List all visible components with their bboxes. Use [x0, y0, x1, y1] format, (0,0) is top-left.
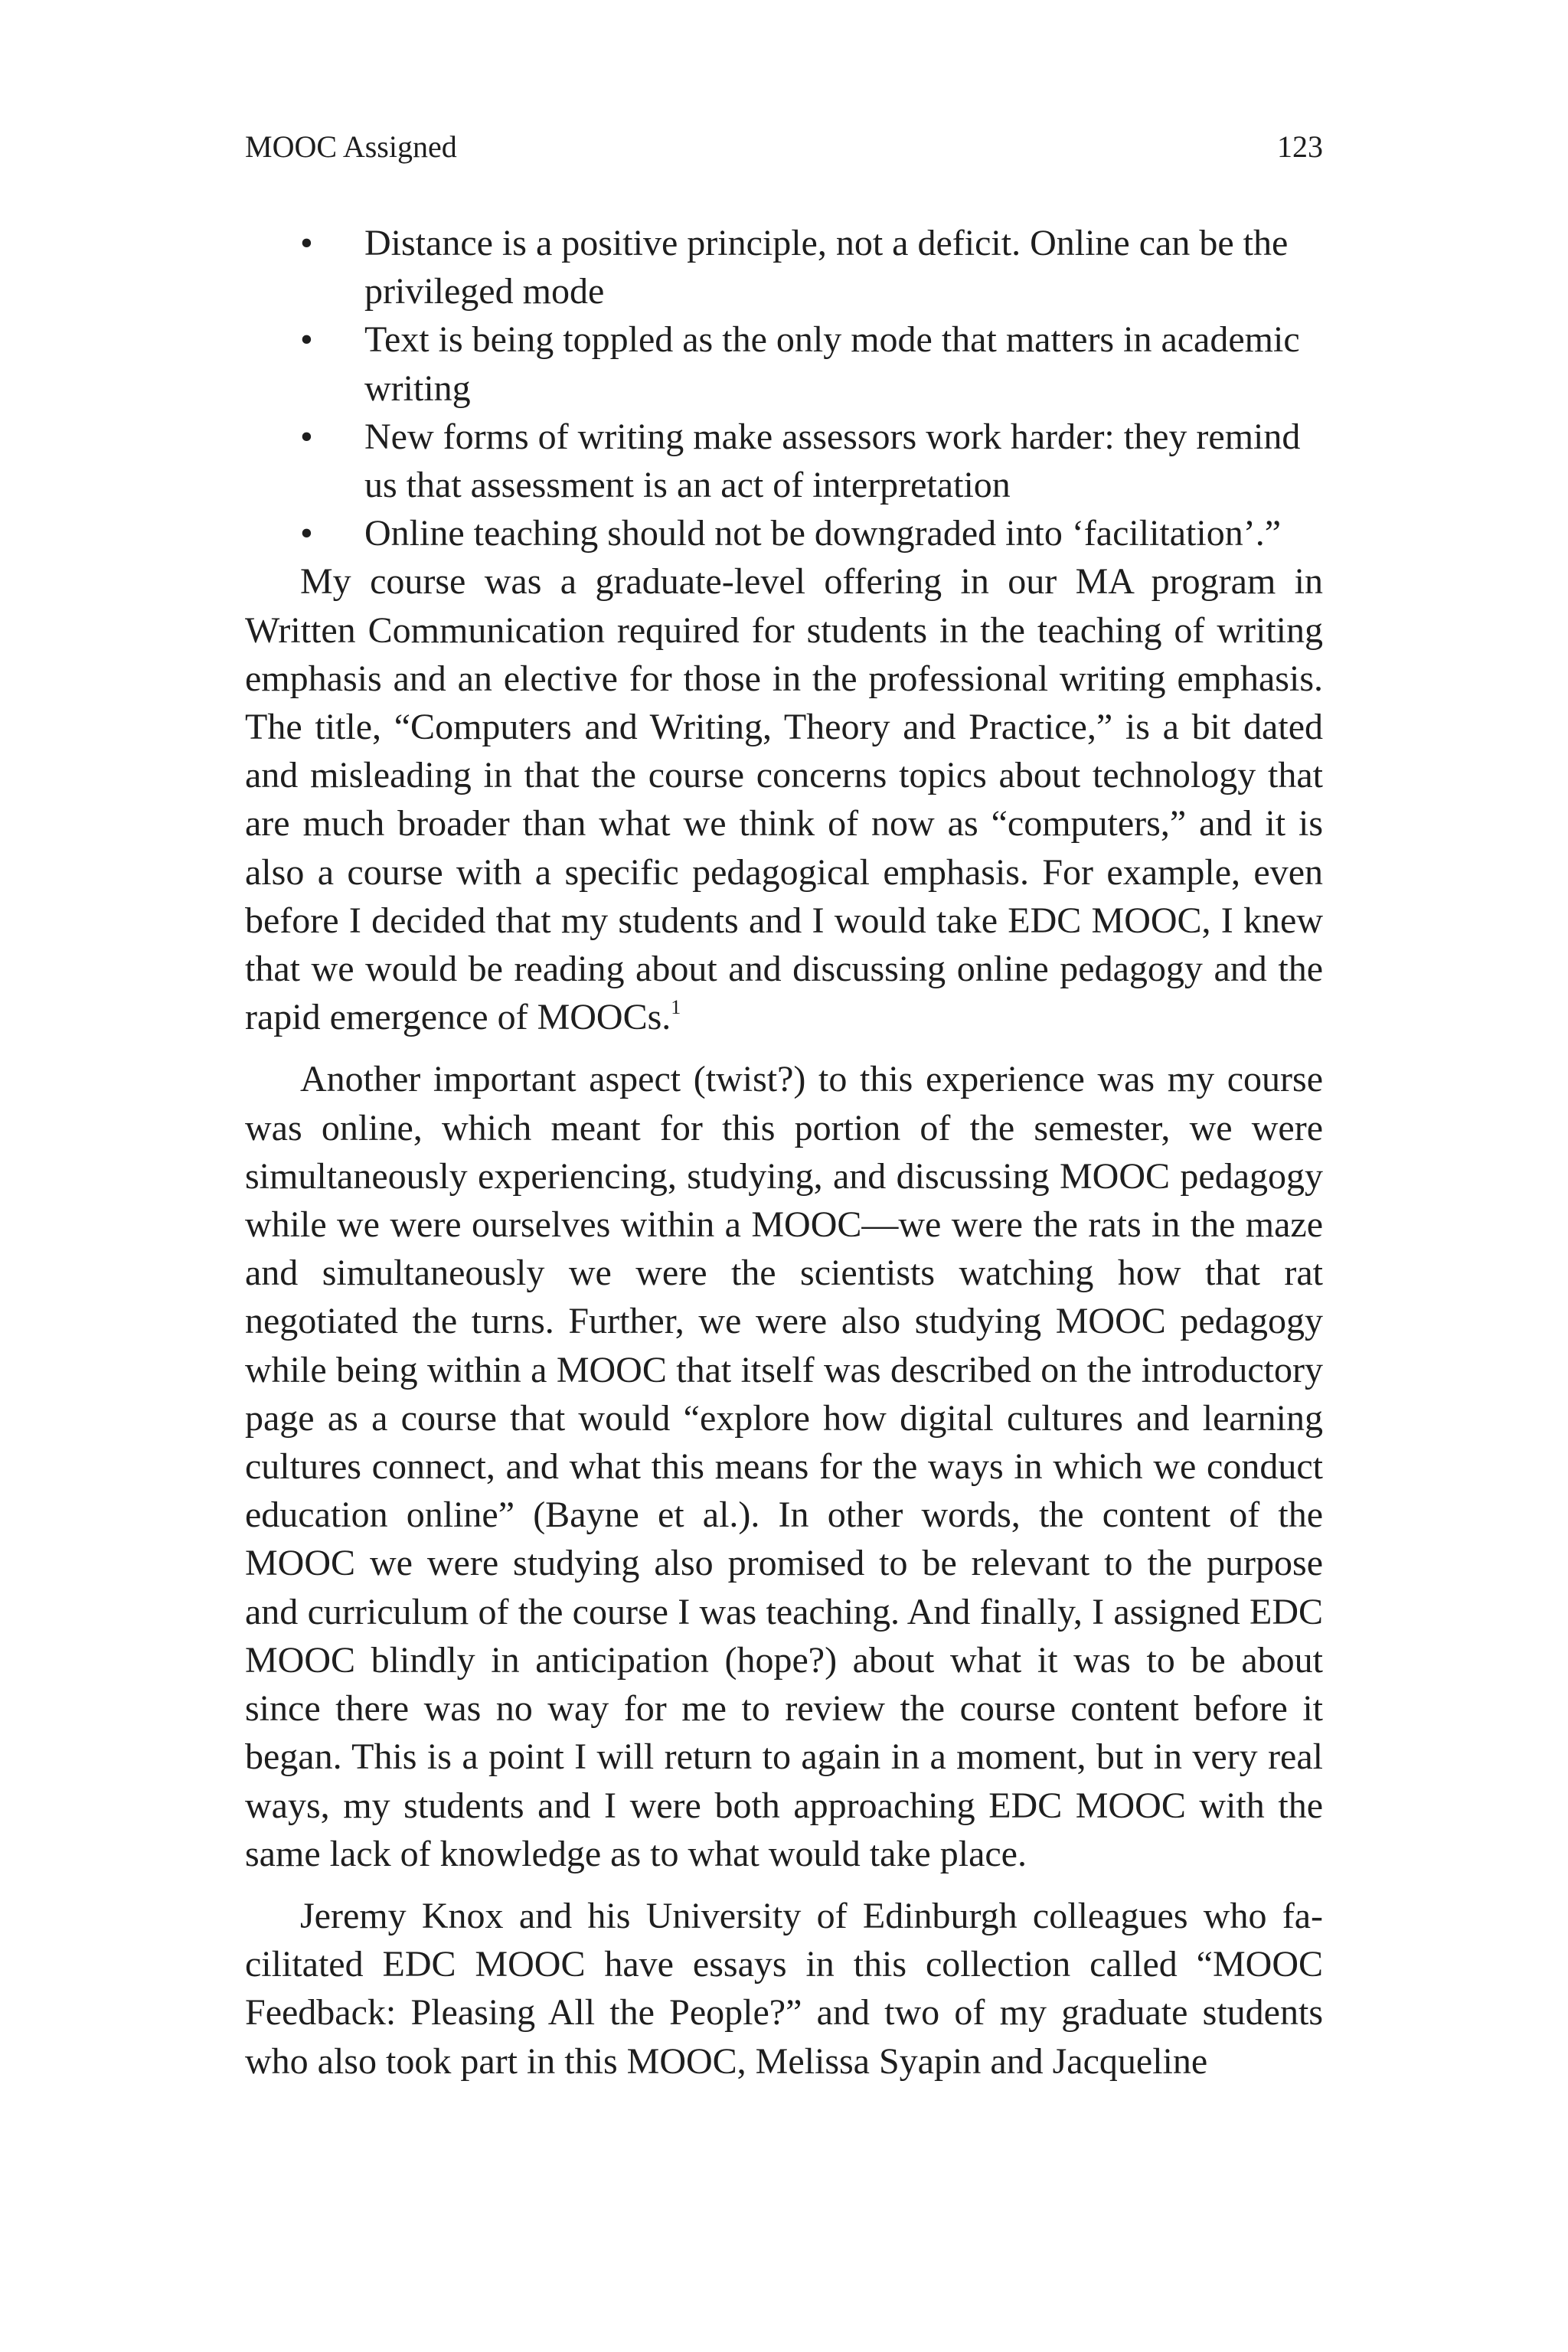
paragraph-text: Jeremy Knox and his University of Edinburgh colleagues who facilitated EDC MOOC have essays in this collection called “MOOC Feedback: Pleasing All the People?” and two of my graduate students who also took part in this MOOC, Melissa Syapin and Jacqueline	[245, 1895, 1323, 2082]
list-item-text: Text is being toppled as the only mode that matters in academic writing	[364, 319, 1300, 409]
list-item	[245, 509, 1323, 557]
paragraph	[245, 557, 1323, 1041]
list-item	[245, 413, 1323, 509]
list-item-text: New forms of writing make assessors work harder: they remind us that assessment is an act of interpretation	[364, 416, 1301, 506]
list-item-text: Distance is a positive principle, not a deficit. Online can be the privileged mode	[364, 223, 1289, 312]
body-text	[245, 219, 1323, 2086]
running-title: MOOC Assigned	[245, 129, 457, 164]
bullet-icon: •	[300, 319, 313, 361]
running-head	[245, 127, 1323, 167]
paragraph	[245, 1055, 1323, 1877]
bullet-icon: •	[300, 513, 313, 554]
bullet-icon: •	[300, 416, 313, 457]
paragraph-text: My course was a graduate-level offering in our MA program in Written Communication required for students in the teaching of writing emphasis and an elective for those in the professional writing emphasis. The title, “Computers and Writing, Theory and Practice,” is a bit dated and misleading in that the course concerns topics about technology that are much broader than what we think of now as “computers,” and it is also a course with a specific pedagogical emphasis. For example, even before I decided that my students and I would take EDC MOOC, I knew that we would be reading about and discussing online pedagogy and the rapid emergence of MOOCs.	[245, 561, 1323, 1038]
paragraph	[245, 1892, 1323, 2086]
list-item	[245, 219, 1323, 315]
footnote-marker: 1	[671, 996, 681, 1019]
paragraph-text: Another important aspect (twist?) to this experience was my course was online, which meant for this portion of the semester, we were simultaneously experiencing, studying, and discussing MOOC pedagogy while we were ourselves within a MOOC—we were the rats in the maze and simultaneously we were the scientists watching how that rat negotiated the turns. Further, we were also studying MOOC pedagogy while being within a MOOC that itself was described on the introductory page as a course that would “explore how digital cultures and learning cultures connect, and what this means for the ways in which we conduct education online” (Bayne et al.). In other words, the content of the MOOC we were studying also promised to be relevant to the purpose and curriculum of the course I was teaching. And finally, I assigned EDC MOOC blindly in anticipation (hope?) about what it was to be about since there was no way for me to review the course content before it began. This is a point I will return to again in a moment, but in very real ways, my students and I were both approaching EDC MOOC with the same lack of knowledge as to what would take place.	[245, 1059, 1323, 1874]
bullet-icon: •	[300, 223, 313, 263]
page-number: 123	[1277, 129, 1323, 164]
list-item-text: Online teaching should not be downgraded into ‘facilitation’.”	[364, 513, 1281, 554]
list-item	[245, 315, 1323, 412]
bullet-list	[245, 219, 1323, 557]
